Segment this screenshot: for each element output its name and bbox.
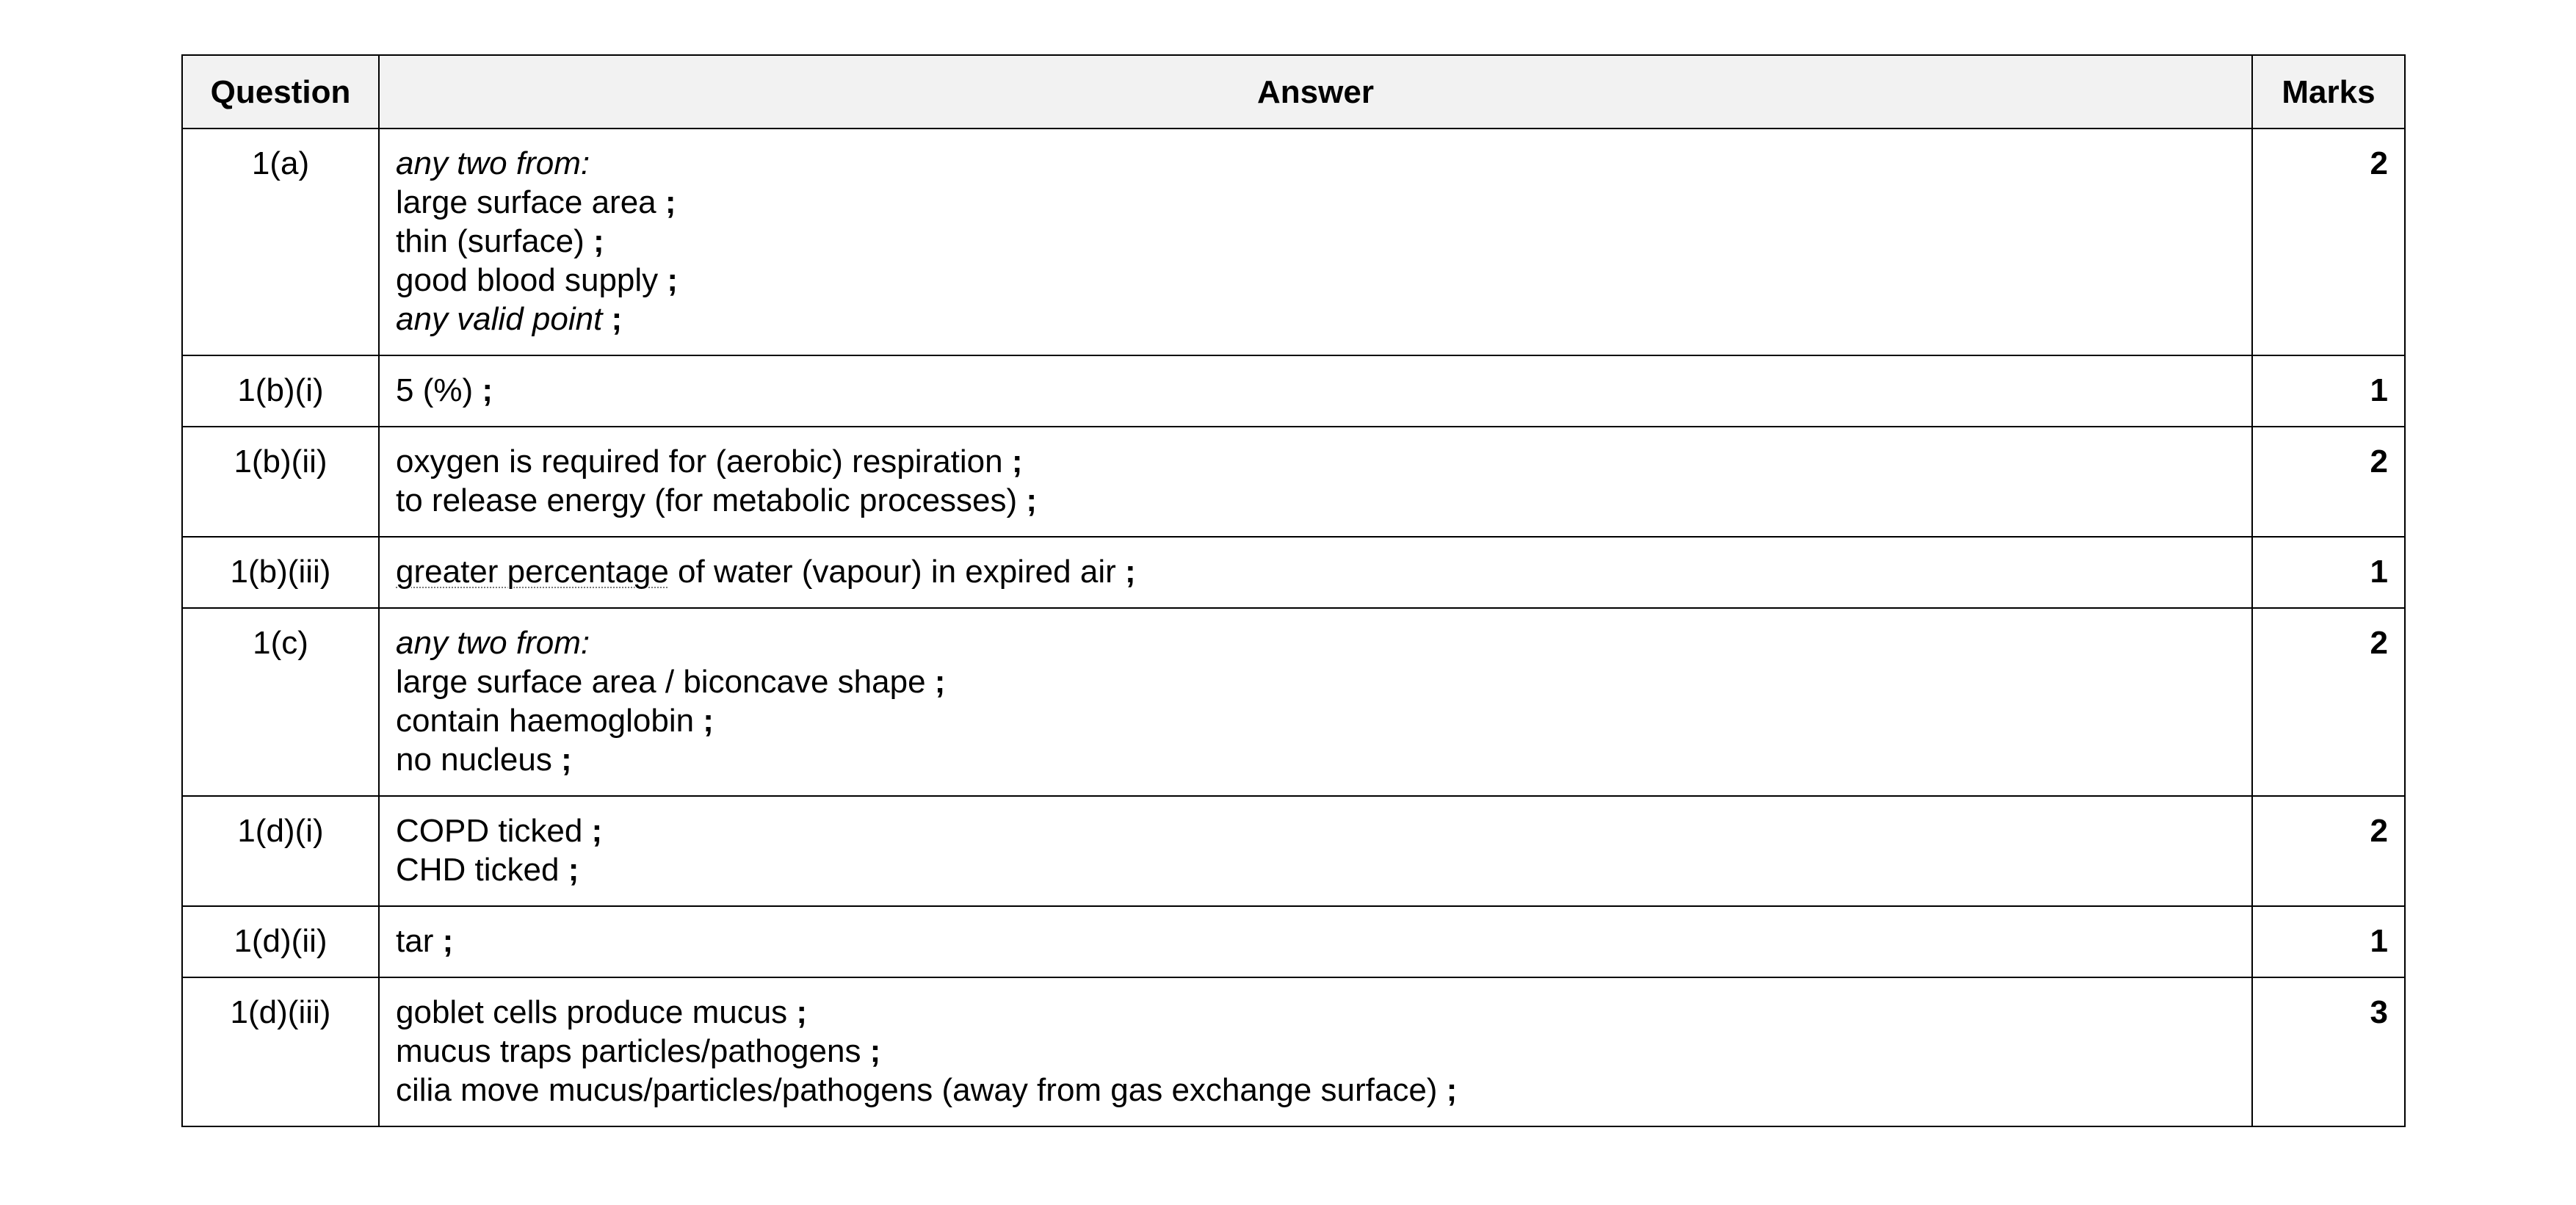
answer-line xyxy=(396,261,2235,300)
table-row xyxy=(182,129,2405,355)
marks-value: 2 xyxy=(2252,129,2405,355)
answer-line xyxy=(396,740,2235,779)
table-row xyxy=(182,906,2405,977)
answer-line xyxy=(396,183,2235,222)
answer-line xyxy=(396,552,2235,591)
answer-cell xyxy=(379,537,2252,608)
answer-text: of water (vapour) in expired air xyxy=(668,554,1116,590)
table-row xyxy=(182,427,2405,537)
question-header: Question xyxy=(182,55,379,129)
answer-text: 5 (%) xyxy=(396,372,474,408)
marks-value: 1 xyxy=(2252,537,2405,608)
header-row xyxy=(182,55,2405,129)
mark-point-separator: ; xyxy=(559,852,579,888)
answer-text: CHD ticked xyxy=(396,852,560,888)
answer-text: any valid point xyxy=(396,301,603,337)
marks-value: 1 xyxy=(2252,355,2405,427)
mark-point-separator: ; xyxy=(551,742,572,778)
question-number: 1(d)(ii) xyxy=(182,906,379,977)
answer-line xyxy=(396,701,2235,740)
answer-line xyxy=(396,623,2235,662)
question-number: 1(b)(iii) xyxy=(182,537,379,608)
answer-text: mucus traps particles/pathogens xyxy=(396,1033,861,1069)
answer-text: any two from: xyxy=(396,145,590,181)
mark-point-separator: ; xyxy=(925,664,946,700)
mark-point-separator: ; xyxy=(694,703,714,739)
answer-text: any two from: xyxy=(396,625,590,661)
answer-cell xyxy=(379,796,2252,906)
question-number: 1(d)(i) xyxy=(182,796,379,906)
answer-text: thin (surface) xyxy=(396,223,585,259)
marks-value: 2 xyxy=(2252,608,2405,796)
mark-point-separator: ; xyxy=(433,923,454,959)
answer-line xyxy=(396,1032,2235,1071)
answer-line xyxy=(396,371,2235,410)
underlined-phrase: greater percentage xyxy=(396,554,669,590)
mark-point-separator: ; xyxy=(658,262,679,298)
answer-line xyxy=(396,850,2235,889)
mark-point-separator: ; xyxy=(473,372,493,408)
answer-line xyxy=(396,144,2235,183)
mark-point-separator: ; xyxy=(582,813,603,849)
answer-text: tar xyxy=(396,923,434,959)
mark-point-separator: ; xyxy=(861,1033,881,1069)
answer-text: contain haemoglobin xyxy=(396,703,695,739)
answer-text: large surface area / biconcave shape xyxy=(396,664,926,700)
answer-line xyxy=(396,1071,2235,1110)
mark-point-separator: ; xyxy=(1017,482,1038,518)
answer-line xyxy=(396,222,2235,261)
table-row xyxy=(182,796,2405,906)
answer-text: large surface area xyxy=(396,184,656,220)
question-number: 1(b)(i) xyxy=(182,355,379,427)
table-row xyxy=(182,537,2405,608)
answer-line xyxy=(396,922,2235,960)
answer-cell xyxy=(379,129,2252,355)
table-row xyxy=(182,355,2405,427)
table-body xyxy=(182,129,2405,1126)
mark-point-separator: ; xyxy=(584,223,604,259)
marks-value: 2 xyxy=(2252,796,2405,906)
mark-point-separator: ; xyxy=(1002,444,1023,480)
marks-value: 1 xyxy=(2252,906,2405,977)
question-number: 1(d)(iii) xyxy=(182,977,379,1126)
table-row xyxy=(182,608,2405,796)
answer-cell xyxy=(379,355,2252,427)
answer-cell xyxy=(379,427,2252,537)
table-row xyxy=(182,977,2405,1126)
marks-header: Marks xyxy=(2252,55,2405,129)
mark-point-separator: ; xyxy=(656,184,676,220)
answer-line xyxy=(396,662,2235,701)
answer-line xyxy=(396,481,2235,520)
answer-text: goblet cells produce mucus xyxy=(396,994,788,1030)
answer-line xyxy=(396,993,2235,1032)
answer-line xyxy=(396,442,2235,481)
mark-point-separator: ; xyxy=(1115,554,1136,590)
answer-text: good blood supply xyxy=(396,262,659,298)
mark-scheme-table xyxy=(181,54,2406,1127)
answer-text: oxygen is required for (aerobic) respiration xyxy=(396,444,1003,480)
answer-line xyxy=(396,811,2235,850)
answer-text: cilia move mucus/particles/pathogens (away from gas exchange surface) xyxy=(396,1072,1438,1108)
marks-value: 2 xyxy=(2252,427,2405,537)
answer-header: Answer xyxy=(379,55,2252,129)
question-number: 1(b)(ii) xyxy=(182,427,379,537)
question-number: 1(c) xyxy=(182,608,379,796)
answer-line xyxy=(396,300,2235,339)
mark-point-separator: ; xyxy=(1437,1072,1458,1108)
mark-point-separator: ; xyxy=(602,301,623,337)
answer-cell xyxy=(379,977,2252,1126)
mark-point-separator: ; xyxy=(787,994,808,1030)
marks-value: 3 xyxy=(2252,977,2405,1126)
answer-text: to release energy (for metabolic processes) xyxy=(396,482,1018,518)
answer-text: COPD ticked xyxy=(396,813,583,849)
answer-cell xyxy=(379,906,2252,977)
answer-text: no nucleus xyxy=(396,742,552,778)
answer-cell xyxy=(379,608,2252,796)
question-number: 1(a) xyxy=(182,129,379,355)
